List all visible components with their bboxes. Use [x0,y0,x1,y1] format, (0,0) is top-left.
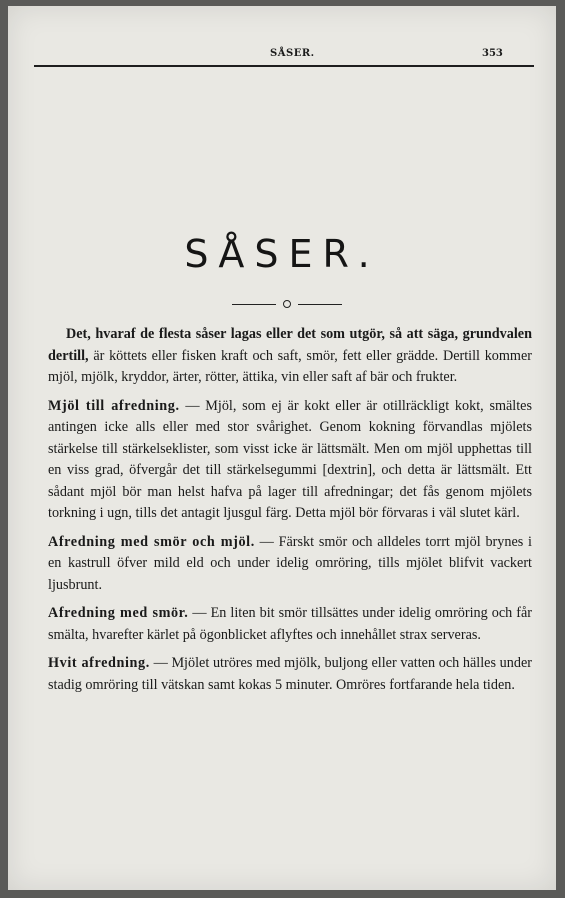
text-afredning-smor-mjol: — Färskt smör och alldeles torrt mjöl brynes i en kastrull öfver mild eld och under idelig omröring, tills mjölet blifvit vackert ljusbrunt. [48,533,532,593]
heading-afredning-smor-mjol: Afredning med smör och mjöl. [48,533,255,550]
paragraph-afredning-smor-mjol [48,532,532,597]
paragraph-afredning-smor [48,603,532,646]
heading-afredning-smor: Afredning med smör. [48,605,189,621]
heading-mjol-till-afredning: Mjöl till afredning. [48,397,180,414]
ornament-divider [232,299,342,309]
chapter-title: SÅSER. [184,232,380,276]
header-rule [34,65,534,67]
text-afredning-smor: — En liten bit smör tillsättes under idelig omröring och får smälta, hvarefter kärlet på ögonblicket aflyftes och innehållet strax serveras. [48,605,532,643]
text-hvit-afredning: — Mjölet utröres med mjölk, buljong eller vatten och hälles under stadig omröring till vätskan samt kokas 5 minuter. Omröres fortfarande hela tiden. [48,655,532,693]
paragraph-hvit-afredning [48,653,532,696]
paragraph-mjol [48,396,532,525]
text-mjol: — Mjöl, som ej är kokt eller är otillräckligt kokt, smältes antingen icke alls eller med stor svårighet. Genom kokning förvandlas mjölets stärkelse till stärkelseklister, som visst icke är lättsmält. Men om mjöl upphettas till en viss grad, öfvergår det till stärkelsegummi [dextrin], och detta är lättsmält. Ett sådant mjöl bör man helst hafva på lager till afredningar; det fås genom mjölets torkning i ugn, tills det antagit ljusgul färg. Detta mjöl bör förvaras i väl slutet kärl. [48,397,532,521]
intro-lead: Det, hvaraf de flesta såser lagas eller det som utgör, så att säga, grundvalen dertill, [48,326,532,364]
intro-text: är köttets eller fisken kraft och saft, smör, fett eller grädde. Dertill kommer mjöl, mjölk, kryddor, ärter, rötter, ättika, vin eller saft af bär och frukter. [48,347,532,385]
paragraph-intro [48,324,532,389]
page-number: 353 [482,48,503,59]
heading-hvit-afredning: Hvit afredning. [48,655,150,671]
book-page [8,6,556,890]
running-head-title: SÅSER. [270,48,315,59]
body-text [48,324,532,703]
